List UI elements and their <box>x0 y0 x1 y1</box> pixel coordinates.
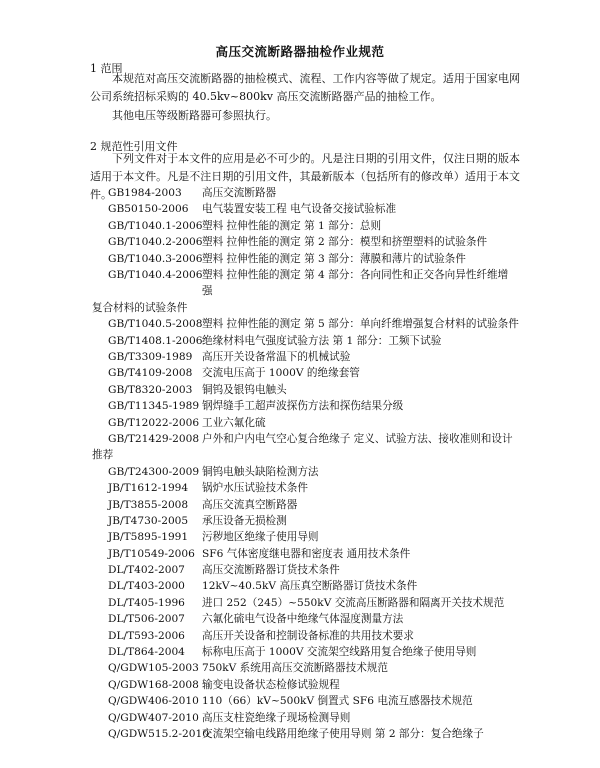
reference-code: Q/GDW105-2003 <box>108 662 199 675</box>
reference-item <box>92 382 532 398</box>
reference-item <box>92 628 532 644</box>
reference-title: 塑料 拉伸性能的测定 第 2 部分：模型和挤塑塑料的试验条件 <box>202 236 488 249</box>
reference-item <box>92 497 532 513</box>
reference-item <box>92 480 532 496</box>
reference-title: 标称电压高于 1000V 交流架空线路用复合绝缘子使用导则 <box>202 646 477 659</box>
reference-item <box>92 578 532 594</box>
reference-item <box>92 546 532 562</box>
reference-title: 交流架空输电线路用绝缘子使用导则 第 2 部分：复合绝缘子 <box>202 727 484 740</box>
reference-title: 高压开关设备和控制设备标准的共用技术要求 <box>202 629 414 642</box>
reference-item <box>92 267 532 316</box>
reference-title: 高压交流断路器 <box>202 187 277 199</box>
reference-code: DL/T402-2007 <box>108 564 185 577</box>
reference-item <box>92 611 532 627</box>
reference-title: 进口 252（245）~550kV 交流高压断路器和隔离开关技术规范 <box>202 596 505 609</box>
reference-item <box>92 251 532 267</box>
section-1-paragraph-1: 本规范对高压交流断路器的抽检模式、流程、工作内容等做了规定。适用于国家电网公司系统招标采购的 40.5kv~800kv 高压交流断路器产品的抽检工作。 <box>90 72 520 103</box>
section-2-heading: 2 规范性引用文件 <box>90 140 178 153</box>
section-2-intro: 下列文件对于本文件的应用是必不可少的。凡是注日期的引用文件，仅注日期的版本适用于本文件。凡是不注日期的引用文件，其最新版本（包括所有的修改单）适用于本文件。 <box>90 152 520 201</box>
section-1-heading: 1 范围 <box>90 62 123 75</box>
reference-code: GB/T11345-1989 <box>108 400 200 413</box>
reference-title: 塑料 拉伸性能的测定 第 4 部分：各向同性和正交各向异性纤维增强 <box>202 268 509 298</box>
reference-code: JB/T1612-1994 <box>108 482 189 495</box>
reference-title: 12kV~40.5kV 高压真空断路器订货技术条件 <box>202 580 418 593</box>
reference-title: 承压设备无损检测 <box>202 514 287 527</box>
reference-code: Q/GDW407-2010 <box>108 711 199 724</box>
reference-code: GB/T1408.1-2006 <box>108 334 203 347</box>
reference-item <box>92 218 532 234</box>
reference-title: 工业六氟化硫 <box>202 416 266 429</box>
reference-item <box>92 398 532 414</box>
reference-title-continued: 推荐 <box>92 449 114 462</box>
document-title: 高压交流断路器抽检作业规范 <box>215 44 385 59</box>
reference-code: GB/T4109-2008 <box>108 367 193 380</box>
reference-code: DL/T405-1996 <box>108 596 185 609</box>
reference-title: 高压支柱瓷绝缘子现场检测导则 <box>202 711 351 724</box>
reference-title: 电气装置安装工程 电气设备交接试验标准 <box>202 203 397 216</box>
reference-code: GB1984-2003 <box>108 187 182 199</box>
reference-item <box>92 185 532 201</box>
reference-code: JB/T5895-1991 <box>108 531 189 544</box>
reference-item <box>92 660 532 676</box>
reference-code: GB/T1040.3-2006 <box>108 252 203 265</box>
reference-item <box>92 677 532 693</box>
reference-title: 铜钨及银钨电触头 <box>202 383 287 396</box>
reference-title-continued: 复合材料的试验条件 <box>92 301 188 314</box>
reference-code: GB50150-2006 <box>108 203 189 216</box>
reference-code: JB/T10549-2006 <box>108 547 195 560</box>
reference-title: 户外和户内电气空心复合绝缘子 定义、试验方法、接收准则和设计 <box>202 432 513 445</box>
reference-code: JB/T4730-2005 <box>108 514 189 527</box>
reference-item <box>92 316 532 332</box>
reference-code: DL/T593-2006 <box>108 629 185 642</box>
reference-item <box>92 333 532 349</box>
reference-item <box>92 431 532 464</box>
reference-item <box>92 234 532 250</box>
reference-item <box>92 464 532 480</box>
reference-code: GB/T12022-2006 <box>108 416 200 429</box>
reference-title: 110（66）kV~500kV 倒置式 SF6 电流互感器技术规范 <box>202 695 473 708</box>
reference-item <box>92 562 532 578</box>
reference-item <box>92 513 532 529</box>
reference-title: 交流电压高于 1000V 的绝缘套管 <box>202 367 360 380</box>
reference-title: 高压交流真空断路器 <box>202 498 298 511</box>
reference-title: 钢焊缝手工超声波探伤方法和探伤结果分级 <box>202 400 404 413</box>
reference-list <box>92 185 532 742</box>
reference-title: 污秽地区绝缘子使用导则 <box>202 531 319 544</box>
reference-title: 六氟化硫电气设备中绝缘气体湿度测量方法 <box>202 613 404 626</box>
reference-title: 绝缘材料电气强度试验方法 第 1 部分：工频下试验 <box>202 334 442 347</box>
reference-code: GB/T24300-2009 <box>108 465 200 478</box>
reference-title: SF6 气体密度继电器和密度表 通用技术条件 <box>202 547 411 560</box>
reference-code: GB/T1040.2-2006 <box>108 236 203 249</box>
reference-code: GB/T1040.5-2008 <box>108 318 203 331</box>
reference-item <box>92 595 532 611</box>
reference-code: DL/T506-2007 <box>108 613 185 626</box>
reference-code: JB/T3855-2008 <box>108 498 189 511</box>
reference-code: GB/T1040.1-2006 <box>108 219 203 232</box>
section-1-paragraph-2: 其他电压等级断路器可参照执行。 <box>112 109 277 122</box>
reference-item <box>92 710 532 726</box>
reference-code: Q/GDW168-2008 <box>108 678 199 691</box>
reference-code: Q/GDW515.2-2010 <box>108 727 209 740</box>
reference-title: 输变电设备状态检修试验规程 <box>202 678 340 691</box>
reference-title: 高压交流断路器订货技术条件 <box>202 564 340 577</box>
reference-item <box>92 365 532 381</box>
reference-code: DL/T403-2000 <box>108 580 185 593</box>
reference-title: 锅炉水压试验技术条件 <box>202 482 308 495</box>
reference-item <box>92 529 532 545</box>
reference-item <box>92 201 532 217</box>
reference-item <box>92 349 532 365</box>
reference-code: GB/T21429-2008 <box>108 432 200 445</box>
reference-title: 铜钨电触头缺陷检测方法 <box>202 465 319 478</box>
reference-title: 750kV 系统用高压交流断路器技术规范 <box>202 662 388 675</box>
reference-item <box>92 415 532 431</box>
reference-item <box>92 644 532 660</box>
reference-code: DL/T864-2004 <box>108 646 185 659</box>
reference-item <box>92 693 532 709</box>
reference-title: 塑料 拉伸性能的测定 第 3 部分：薄膜和薄片的试验条件 <box>202 252 466 265</box>
reference-title: 塑料 拉伸性能的测定 第 1 部分：总则 <box>202 219 382 232</box>
reference-code: GB/T3309-1989 <box>108 350 193 363</box>
reference-title: 塑料 拉伸性能的测定 第 5 部分：单向纤维增强复合材料的试验条件 <box>202 318 519 331</box>
reference-item <box>92 726 532 742</box>
reference-code: Q/GDW406-2010 <box>108 695 199 708</box>
reference-code: GB/T8320-2003 <box>108 383 193 396</box>
reference-code: GB/T1040.4-2006 <box>108 268 203 281</box>
reference-title: 高压开关设备常温下的机械试验 <box>202 350 351 363</box>
